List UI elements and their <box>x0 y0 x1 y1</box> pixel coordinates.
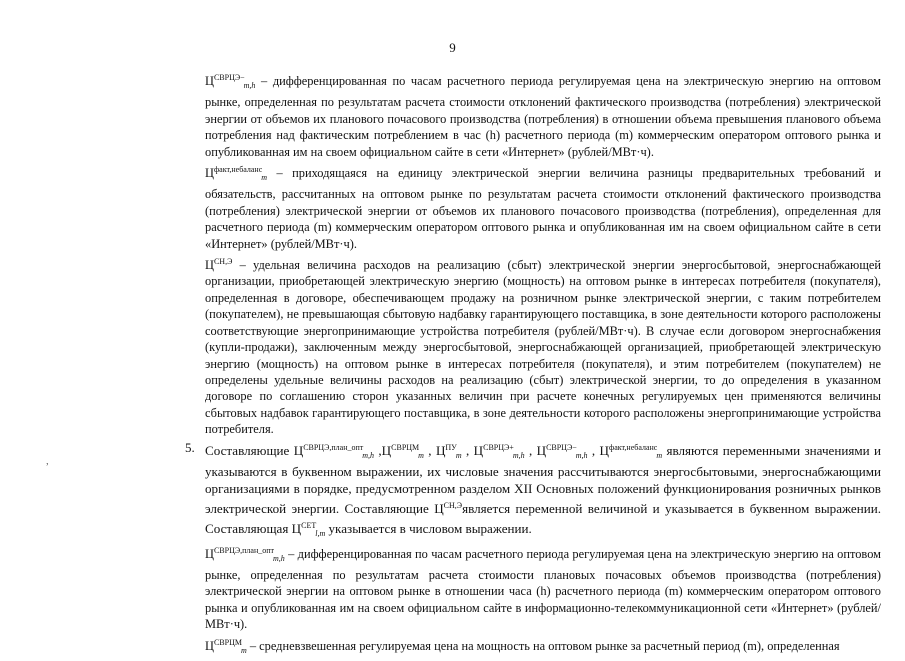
list-item-text: Составляющие $Ц^{СВРЦЭ,план\_опт}_{m,h}$ $,Ц^{СВРЦМ}_m$ , $Ц^{ПУ}_m$ , $Ц^{СВРЦЭ+}_{m,h}$ , $Ц^{СВРЦЭ-}_{m,h}$ , $Ц^{факт,небаланс}_m$ являются переменными значениями и указываются в буквенном выражении, их числовые значения рассчитываются энергосбытовыми, энергоснабжающими организациями в порядке, предусмотренном разделом XII Основных положений функционирования розничных рынков электрической энергии. Составляющие $Ц^{СН,Э}является$ переменной величиной и указывается в буквенном выражении. Составляющая $Ц^{СЕТ}_{l,m}$ указывается в числовом выражении. <box>205 440 881 543</box>
definition-text: – приходящаяся на единицу электрической энергии величина разницы предварительных требований и обязательств, рассчитанных на оптовом рынке по результатам расчета стоимости отклонений фактического производства (потребления) электрической энергии от объемов их планового почасового производства (потребления), определенная для расчетного периода (m) коммерческим оператором оптового рынка и опубликованная им на своем официальном сайте в сети «Интернет» (рублей/МВт·ч). <box>205 166 881 251</box>
formula-symbol: $Ц^{СВРЦМ}_m$ <box>205 637 247 655</box>
definition-paragraph <box>205 543 881 633</box>
formula-symbol: $Ц^{СН,Э}$ <box>205 257 233 273</box>
margin-mark: , <box>46 455 49 467</box>
definition-text: – дифференцированная по часам расчетного периода регулируемая цена на электрическую энергию на оптовом рынке, определенная по результатам расчета стоимости отклонений фактического производства (потребления) электрической энергии от объемов их планового почасового производства (потребления) в отношении объема превышения планового объема потребления над фактическим потреблением в час (h) расчетного периода (m) коммерческим оператором оптового рынка и опубликованная им на своем официальном сайте в сети «Интернет» (рублей/МВт·ч). <box>205 74 881 159</box>
definition-paragraph <box>205 70 881 160</box>
definition-text: – средневзвешенная регулируемая цена на мощность на оптовом рынке за расчетный период (m), определенная <box>246 638 840 653</box>
formula-symbol: $Ц^{СН,Э}$ <box>434 500 463 516</box>
list-item-number: 5. <box>185 439 195 455</box>
formula-symbol: $Ц^{факт,небаланс}_m$ <box>599 442 663 460</box>
formula-symbol: $Ц^{СВРЦМ}_m$ <box>381 442 424 460</box>
definition-paragraph <box>205 254 881 437</box>
formula-symbol: $Ц^{факт,небаланс}_m$ <box>205 165 268 183</box>
definition-paragraph <box>205 162 881 252</box>
definition-paragraph <box>205 635 881 659</box>
page-number: 9 <box>449 40 456 55</box>
document-body <box>185 70 882 661</box>
formula-symbol: $Ц^{ПУ}_m$ <box>435 442 462 460</box>
formula-symbol: $Ц^{СЕТ}_{l,m}$ <box>291 520 326 538</box>
formula-symbol: $Ц^{СВРЦЭ-}_{m,h}$ <box>536 442 588 460</box>
list-item-5 <box>185 439 882 543</box>
formula-symbol: $Ц^{СВРЦЭ,план\_опт}_{m,h}$ <box>293 442 375 460</box>
definition-text: – удельная величина расходов на реализацию (сбыт) электрической энергии энергосбытовой, энергоснабжающей организации, приобретающей электрическую энергию (мощность) на оптовом рынке в интересах потребителя (покупателя), определенная в договоре, обеспечивающем продажу на розничном рынке электрической энергии, с таким потребителем (покупателем), не превышающая сбытовую надбавку гарантирующего поставщика, в зоне деятельности которого расположены соответствующие энергопринимающие устройства потребителя (рублей/МВт·ч). В случае если договором энергоснабжения (купли-продажи), заключенным между энергосбытовой, энергоснабжающей организацией, приобретающей электрическую энергию (мощность) на оптовом рынке в интересах потребителя (покупателя), и этим потребителем (покупателем) не определены удельные величины расходов на реализацию (сбыт) электрической энергии, то до определения в указанном договоре по соглашению сторон указанных величин при расчете конечных регулируемых цен применяются величины сбытовых надбавок гарантирующего поставщика, в зоне деятельности которого расположены энергопринимающие устройства потребителя. <box>205 258 881 437</box>
formula-symbol: $Ц^{СВРЦЭ+}_{m,h}$ <box>473 442 525 460</box>
formula-symbol: $Ц^{СВРЦЭ-}_{m,h}$ <box>205 73 256 90</box>
formula-symbol: $Ц^{СВРЦЭ,план\_опт}_{m,h}$ <box>205 545 285 563</box>
definition-text: – дифференцированная по часам расчетного периода регулируемая цена на электрическую энергию на оптовом рынке, определенная по результатам расчета стоимости плановых почасовых объемов производства (потребления) электрической энергии на оптовом рынке в отношении часа (h) расчетного периода (m) коммерческим оператором оптового рынка и опубликованная им на своем официальном сайте в информационно-телекоммуникационной сети «Интернет» (рублей/МВт·ч). <box>205 546 881 632</box>
